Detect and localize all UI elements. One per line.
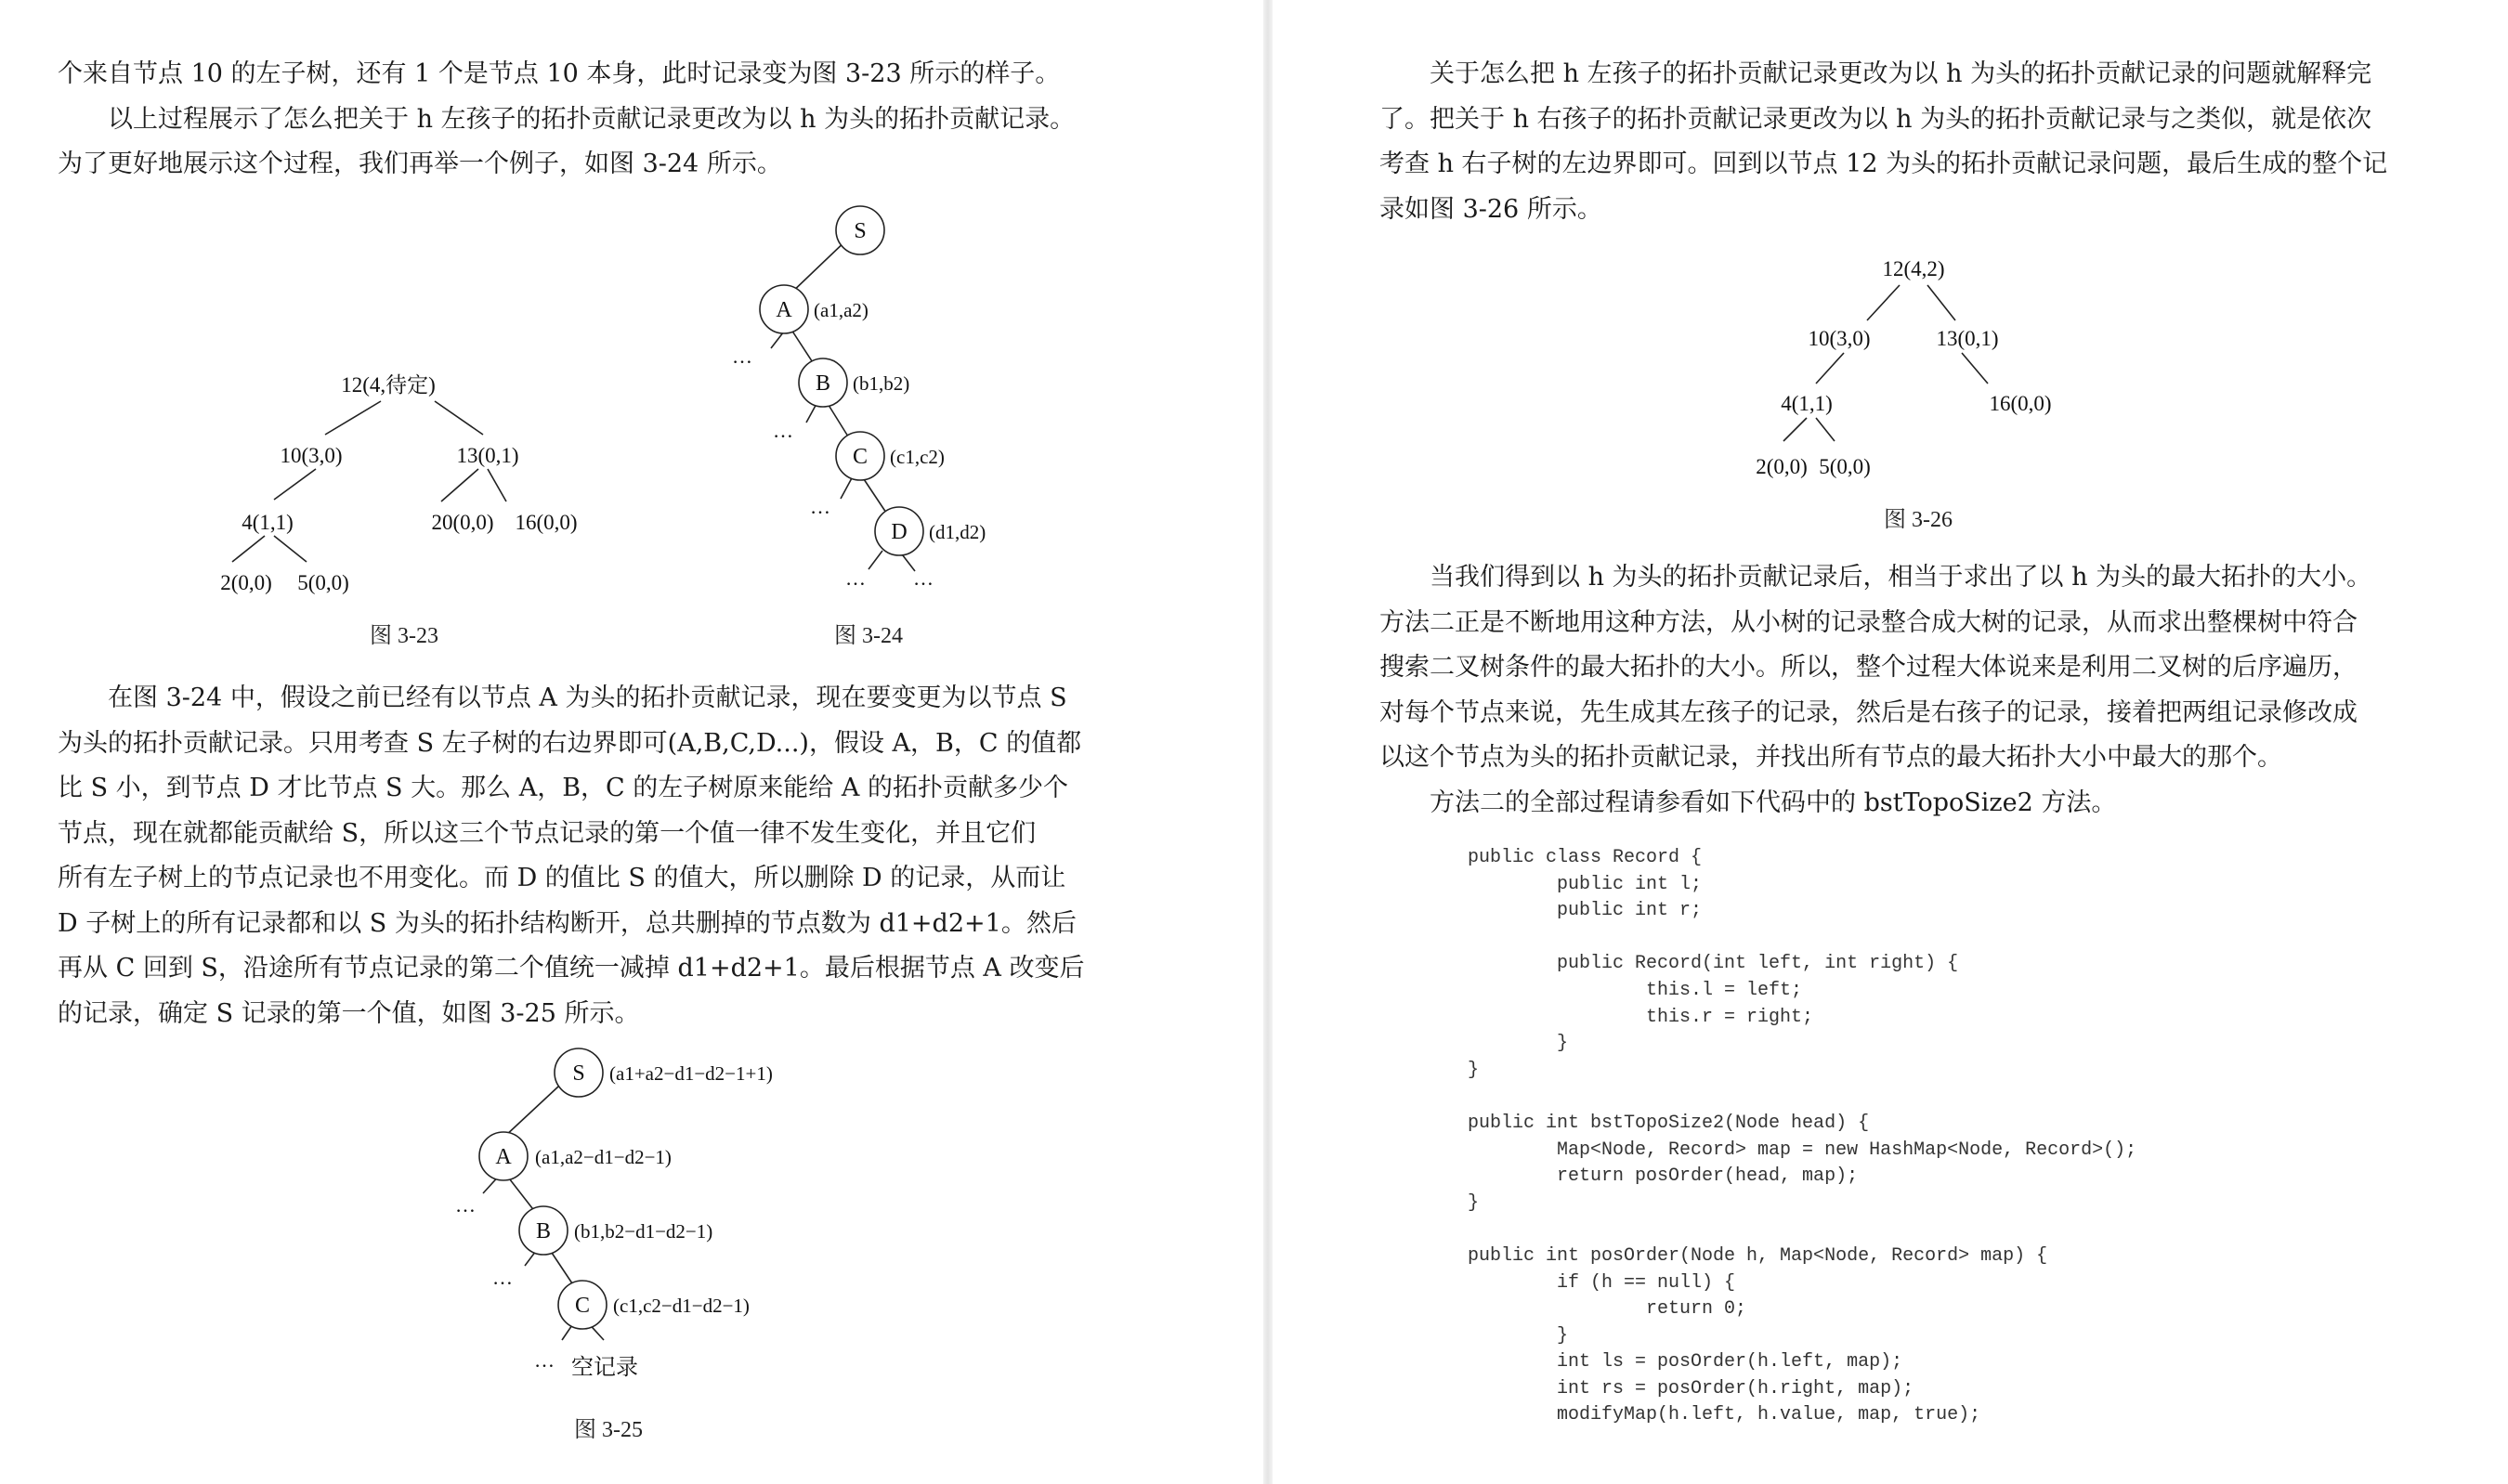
code-line: return posOrder(head, map); [1468,1165,1859,1188]
code-line: } [1468,1059,1480,1081]
code-line: public Record(int left, int right) { [1468,953,1959,975]
tree-node-a: A [776,298,792,322]
ellipsis: … [732,345,752,368]
code-line: return 0; [1468,1298,1747,1321]
right-paragraph-1 [1379,52,2475,232]
code-line: int rs = posOrder(h.right, map); [1468,1377,1914,1399]
text-line: 以这个节点为头的拓扑贡献记录，并找出所有节点的最大拓扑大小中最大的那个。 [1379,743,2282,772]
code-line: } [1468,1191,1480,1214]
right-page [1273,0,2508,1484]
tree-node-a: A [495,1145,512,1169]
code-line: this.r = right; [1468,1006,1814,1028]
figure-caption: 图 3-25 [574,1418,643,1442]
code-line: int ls = posOrder(h.left, map); [1468,1351,1903,1373]
tree-node-s: S [854,219,867,243]
left-paragraph-1 [58,52,1172,188]
text-line: 再从 C 回到 S，沿途所有节点记录的第二个值统一减掉 d1+d2+1。最后根据节点 A 改变后 [58,954,1085,983]
figure-caption: 图 3-23 [370,624,438,648]
record-label: (c1,c2) [890,446,945,468]
code-line: public int l; [1468,873,1703,895]
figure-caption: 图 3-26 [1884,508,1953,532]
figure-3-24-tree [725,200,1031,659]
tree-node-s: S [572,1061,585,1086]
tree-node-label: 13(0,1) [1936,327,1999,350]
code-line: public int r; [1468,900,1703,922]
tree-node-label: 5(0,0) [297,571,349,594]
code-line [1468,925,2136,952]
text-line: D 子树上的所有记录都和以 S 为头的拓扑结构断开，总共删掉的节点数为 d1+d2+1。然后 [58,908,1077,938]
code-line: if (h == null) { [1468,1271,1736,1294]
text-line: 方法二正是不断地用这种方法，从小树的记录整合成大树的记录，从而求出整棵树中符合 [1379,607,2358,637]
text-line: 考查 h 右子树的左边界即可。回到以节点 12 为头的拓扑贡献记录问题，最后生成的整个记 [1379,150,2388,178]
figure-3-26-tree [1718,246,2127,543]
text-line: 搜索二叉树条件的最大拓扑的大小。所以，整个过程大体说来是利用二叉树的后序遍历， [1379,653,2358,682]
tree-node-label: 4(1,1) [242,511,294,534]
record-label: (b1,b2) [853,372,910,395]
ellipsis: … [534,1348,555,1372]
code-line: Map<Node, Record> map = new HashMap<Node, Record>(); [1468,1139,2137,1161]
ellipsis: … [773,419,793,442]
text-line: 节点，现在就都能贡献给 S，所以这三个节点记录的第一个值一律不发生变化，并且它们 [58,818,1037,848]
text-line: 个来自节点 10 的左子树，还有 1 个是节点 10 本身，此时记录变为图 3-23 所示的样子。 [58,59,1061,88]
text-line: 为了更好地展示这个过程，我们再举一个例子，如图 3-24 所示。 [58,150,782,178]
code-line: public int posOrder(Node h, Map<Node, Record> map) { [1468,1244,2048,1267]
tree-node-label: 5(0,0) [1819,455,1871,478]
left-paragraph-2 [58,676,1168,1036]
ellipsis: … [492,1266,513,1289]
tree-node-label: 13(0,1) [456,444,519,467]
code-line [1468,1084,2136,1111]
text-line: 方法二的全部过程请参看如下代码中的 bstTopoSize2 方法。 [1379,788,2117,817]
book-gutter [1263,0,1273,1484]
text-line: 当我们得到以 h 为头的拓扑贡献记录后，相当于求出了以 h 为头的最大拓扑的大小。 [1379,563,2372,592]
record-label: (d1,d2) [929,521,986,543]
tree-node-label: 4(1,1) [1781,392,1833,415]
tree-node-b: B [535,1219,552,1243]
ellipsis: … [810,495,830,518]
code-line [1468,1217,2136,1243]
figure-3-25-tree [446,1045,836,1453]
text-line: 所有左子树上的节点记录也不用变化。而 D 的值比 S 的值大，所以删除 D 的记录，从而让 [58,864,1066,892]
tree-node-label: 12(4,待定) [341,373,436,397]
tree-node-label: 16(0,0) [515,511,578,534]
code-line: } [1468,1033,1569,1055]
empty-record-label: 空记录 [571,1356,638,1380]
tree-node-label: 20(0,0) [431,511,494,534]
ellipsis: … [455,1193,476,1217]
figure-caption: 图 3-24 [834,624,903,648]
tree-node-label: 12(4,2) [1882,257,1945,280]
code-line: modifyMap(h.left, h.value, map, true); [1468,1404,1981,1426]
text-line: 在图 3-24 中，假设之前已经有以节点 A 为头的拓扑贡献记录，现在要变更为以节点 S [58,683,1067,712]
tree-node-b: B [815,371,831,396]
record-label: (a1+a2−d1−d2−1+1) [609,1062,773,1085]
record-label: (b1,b2−d1−d2−1) [574,1220,713,1243]
text-line: 对每个节点来说，先生成其左孩子的记录，然后是右孩子的记录，接着把两组记录修改成 [1379,697,2358,727]
text-line: 了。把关于 h 右孩子的拓扑贡献记录更改为以 h 为头的拓扑贡献记录与之类似，就是依次 [1379,104,2372,134]
record-label: (a1,a2−d1−d2−1) [535,1146,672,1168]
text-line: 的记录，确定 S 记录的第一个值，如图 3-25 所示。 [58,998,640,1028]
text-line: 以上过程展示了怎么把关于 h 左孩子的拓扑贡献记录更改为以 h 为头的拓扑贡献记录。 [58,104,1076,134]
code-line: } [1468,1324,1569,1347]
record-label: (c1,c2−d1−d2−1) [613,1295,750,1317]
tree-node-label: 10(3,0) [280,444,343,467]
code-line: public int bstTopoSize2(Node head) { [1468,1112,1870,1134]
figure-3-23-tree [186,353,613,659]
tree-node-c: C [574,1294,591,1318]
code-block [1468,845,2136,1429]
text-line: 关于怎么把 h 左孩子的拓扑贡献记录更改为以 h 为头的拓扑贡献记录的问题就解释完 [1379,59,2372,88]
tree-node-label: 2(0,0) [220,571,272,594]
text-line: 录如图 3-26 所示。 [1379,194,1602,224]
code-line: public class Record { [1468,847,1703,868]
tree-node-c: C [852,445,869,469]
code-line: this.l = left; [1468,979,1803,1001]
text-line: 为头的拓扑贡献记录。只用考查 S 左子树的右边界即可(A,B,C,D...)，假设 A，B，C 的值都 [58,728,1082,758]
tree-node-d: D [891,520,908,544]
ellipsis: … [845,566,866,590]
right-paragraph-2 [1379,555,2475,826]
tree-node-label: 2(0,0) [1756,455,1808,478]
tree-node-label: 10(3,0) [1808,327,1871,350]
record-label: (a1,a2) [814,299,869,321]
text-line: 比 S 小，到节点 D 才比节点 S 大。那么 A，B，C 的左子树原来能给 A 的拓扑贡献多少个 [58,774,1068,802]
tree-node-label: 16(0,0) [1989,392,2052,415]
ellipsis: … [913,566,934,590]
